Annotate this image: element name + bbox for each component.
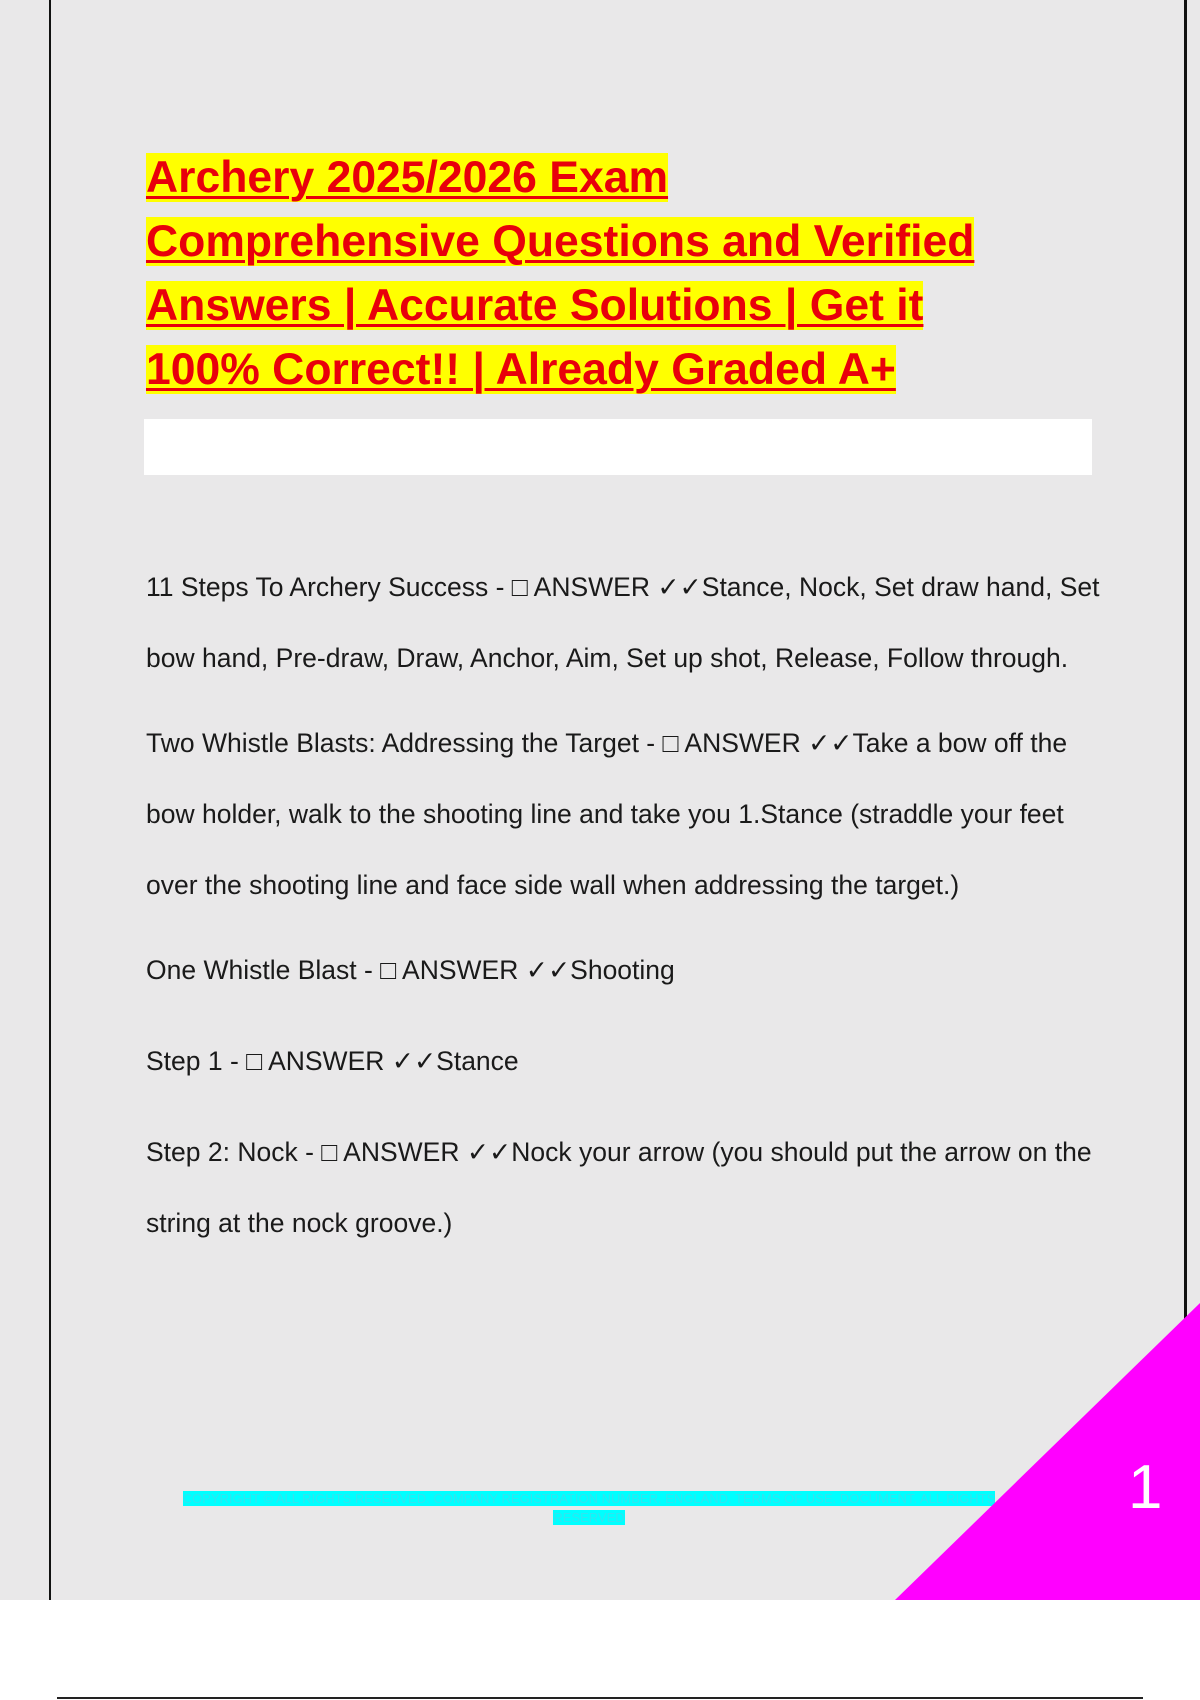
title-line: 100% Correct!! | Already Graded A+ bbox=[146, 345, 896, 394]
answer: Stance, Nock, Set draw hand, Set bow hand, Pre-draw, Draw, Anchor, Aim, Set up shot, Release, Follow through. bbox=[146, 572, 1100, 673]
page-number: 1 bbox=[1128, 1453, 1163, 1522]
qa-item bbox=[146, 1117, 1106, 1259]
title-line: Comprehensive Questions and Verified bbox=[146, 217, 975, 266]
document-title bbox=[146, 146, 1086, 402]
qa-item bbox=[146, 935, 1106, 1006]
page-divider bbox=[57, 1697, 1143, 1699]
answer: Shooting bbox=[570, 955, 675, 985]
question: Step 2: Nock - □ ANSWER ✓✓ bbox=[146, 1137, 512, 1167]
left-border bbox=[49, 0, 51, 1600]
qa-list bbox=[146, 552, 1106, 1273]
answer: Nock your arrow (you should put the arrow on the string at the nock groove.) bbox=[146, 1137, 1092, 1238]
title-line: Archery 2025/2026 Exam bbox=[146, 153, 669, 202]
question: 11 Steps To Archery Success - □ ANSWER ✓✓ bbox=[146, 572, 702, 602]
blank-box bbox=[144, 419, 1092, 475]
qa-item bbox=[146, 1026, 1106, 1097]
answer: Take a bow off the bow holder, walk to the shooting line and take you 1.Stance (straddle your feet over the shooting line and face side wall when addressing the target.) bbox=[146, 728, 1068, 900]
qa-item bbox=[146, 552, 1106, 694]
question: Step 1 - □ ANSWER ✓✓ bbox=[146, 1046, 437, 1076]
qa-item bbox=[146, 708, 1106, 921]
answer: Stance bbox=[436, 1046, 519, 1076]
question: Two Whistle Blasts: Addressing the Target - □ ANSWER ✓✓ bbox=[146, 728, 853, 758]
question: One Whistle Blast - □ ANSWER ✓✓ bbox=[146, 955, 571, 985]
title-line: Answers | Accurate Solutions | Get it bbox=[146, 281, 924, 330]
footer-notice: COPYRIGHT © ALL RIGHTS RESERVED. COMPANY REGISTRATION NUMBER. ENGLAND. TERMS OF USE. DOCUMENT. ALL RIGHTS RESERVED bbox=[182, 1491, 996, 1525]
